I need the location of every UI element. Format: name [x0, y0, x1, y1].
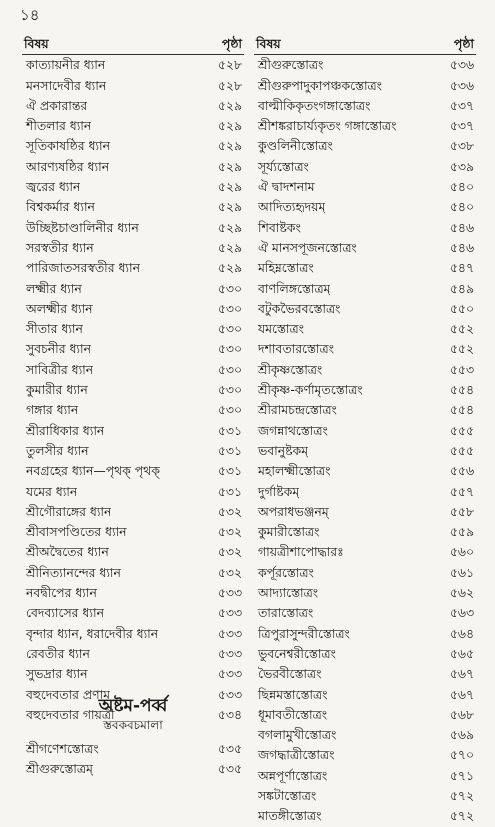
entry-title: গায়ত্রীশাপোদ্ধারঃ [258, 544, 344, 560]
entry-title: শ্রীগুরুস্তোত্রম্ [26, 761, 93, 777]
entry-title: শ্রীশঙ্করাচার্য্যকৃতং গঙ্গাস্তোত্রং [258, 118, 397, 134]
entry-page: ৫৫৫ [449, 422, 474, 438]
toc-entry [254, 482, 476, 502]
left-header [22, 34, 244, 55]
toc-entry [254, 685, 476, 705]
entry-title: বগলামুখীস্তোত্রং [258, 727, 337, 743]
entry-page: ৫৩০ [217, 280, 242, 296]
toc-entry [254, 55, 476, 75]
entry-title: শ্রীনিত্যানন্দের ধ্যান [26, 564, 121, 580]
toc-entry [254, 766, 476, 786]
entry-page: ৫৬২ [449, 585, 474, 601]
entry-page: ৫২৯ [217, 138, 242, 154]
entry-title: যমস্তোত্রং [258, 321, 304, 337]
entry-page: ৫৩০ [217, 382, 242, 398]
entry-title: বাল্মীকিকৃতংগঙ্গাস্তোত্রং [258, 97, 371, 113]
entry-page: ৫২৮ [217, 57, 242, 73]
entry-page: ৫২৯ [217, 199, 242, 215]
entry-page: ৫২৯ [217, 219, 242, 235]
entry-title: শিবাষ্টকং [258, 219, 301, 235]
entry-page: ৫২৯ [217, 239, 242, 255]
entry-page: ৫৬১ [449, 564, 474, 580]
entry-title: বৃন্দার ধ্যান, ধরাদেবীর ধ্যান [26, 625, 159, 641]
entry-title: জগদ্ধাত্রীস্তোত্রং [258, 747, 335, 763]
entry-page: ৫২৯ [217, 260, 242, 276]
entry-title: নবগ্রহের ধ্যান—পৃথক্ পৃথক্ [26, 463, 160, 479]
toc-entry [22, 482, 244, 502]
entry-title: কুণ্ডলিনীস্তোত্রং [258, 138, 333, 154]
toc-entry [22, 461, 244, 481]
entry-title: সুবচনীর ধ্যান [26, 341, 91, 357]
entry-title: ত্রিপুরাসুন্দরীস্তোত্রং [258, 625, 350, 641]
entry-title: দুর্গাষ্টকম্ [258, 483, 300, 499]
entry-page: ৫৩৬ [449, 57, 474, 73]
entry-page: ৫৭০ [449, 747, 474, 763]
entry-page: ৫৬৩ [449, 605, 474, 621]
entry-title: ধূমাবতীস্তোত্রং [258, 706, 328, 722]
entry-page: ৫৪৬ [449, 219, 474, 235]
entry-page: ৫৫২ [449, 321, 474, 337]
entry-page: ৫৫৩ [449, 361, 474, 377]
toc-entry [22, 644, 244, 664]
entry-page: ৫৩৩ [217, 605, 242, 621]
entry-page: ৫৩৩ [217, 625, 242, 641]
entry-title: শ্রীঅদ্বৈতের ধ্যান [26, 544, 109, 560]
entry-title: শ্রীরামচন্দ্রস্তোত্রং [258, 402, 337, 418]
toc-entry [22, 258, 244, 278]
toc-entry [254, 177, 476, 197]
toc-entry [254, 258, 476, 278]
entry-title: জগন্নাথস্তোত্রং [258, 422, 328, 438]
left-column [22, 34, 244, 725]
entry-title: সঙ্কটাস্তোত্রং [258, 787, 317, 803]
toc-entry [22, 624, 244, 644]
entry-page: ৫৩৩ [217, 645, 242, 661]
entry-title: রেবতীর ধ্যান [26, 645, 90, 661]
entry-page: ৫৪০ [449, 199, 474, 215]
entry-title: মহিম্নস্তোত্রং [258, 260, 314, 276]
entry-title: বিশ্বকর্মার ধ্যান [26, 199, 95, 215]
entry-page: ৫৫০ [449, 300, 474, 316]
toc-entry [22, 136, 244, 156]
entry-page: ৫৪৯ [449, 280, 474, 296]
entry-page: ৫৫৫ [449, 442, 474, 458]
toc-entry [254, 96, 476, 116]
entry-page: ৫৪৭ [449, 260, 474, 276]
entry-title: সূর্য্যস্তোত্রং [258, 158, 309, 174]
entry-page: ৫৬৫ [449, 645, 474, 661]
entry-title: কুমারীস্তোত্রং [258, 524, 320, 540]
entry-page: ৫৩০ [217, 300, 242, 316]
toc-entry [22, 177, 244, 197]
entry-page: ৫৬৮ [449, 706, 474, 722]
entry-page: ৫৩২ [217, 564, 242, 580]
section-subtitle: স্তবকবচমালা [103, 718, 163, 732]
toc-entry [22, 96, 244, 116]
entry-page: ৫৫৯ [449, 524, 474, 540]
entry-title: বেদব্যাসের ধ্যান [26, 605, 104, 621]
entry-title: মাতঙ্গীস্তোত্রং [258, 808, 322, 824]
toc-entry [254, 705, 476, 725]
entry-page: ৫৩১ [217, 463, 242, 479]
entry-title: ভৈরবীস্তোত্রং [258, 666, 322, 682]
entry-title: সূতিকাষষ্ঠির ধ্যান [26, 138, 111, 154]
toc-entry [22, 542, 244, 562]
entry-title: তুলসীর ধ্যান [26, 442, 89, 458]
entry-title: আদ্যাস্তোত্রং [258, 585, 319, 601]
entry-title: আদিত্যহৃদয়ম্ [258, 199, 326, 215]
toc-entry [22, 319, 244, 339]
toc-entry [254, 603, 476, 623]
entry-title: বহুদেবতার গায়ত্রী [26, 706, 115, 722]
toc-entry [254, 116, 476, 136]
entry-title: যমের ধ্যান [26, 483, 78, 499]
entry-page: ৫৩১ [217, 483, 242, 499]
toc-entry [22, 55, 244, 75]
toc-entry [254, 502, 476, 522]
page-number: ১৪ [20, 6, 40, 24]
toc-entry [254, 745, 476, 765]
entry-title: কাত্যায়নীর ধ্যান [26, 57, 106, 73]
entry-title: নবদ্বীপের ধ্যান [26, 585, 97, 601]
toc-entry [254, 664, 476, 684]
entry-title: সীতার ধ্যান [26, 321, 83, 337]
entry-page: ৫৩৮ [449, 138, 474, 154]
toc-entry [254, 197, 476, 217]
toc-entry [254, 725, 476, 745]
entry-page: ৫৩১ [217, 442, 242, 458]
entry-page: ৫৪০ [449, 179, 474, 195]
entry-title: শ্রীকৃষ্ণ-কর্ণামৃতস্তোত্রং [258, 382, 363, 398]
toc-entry [254, 380, 476, 400]
entry-page: ৫৩৭ [449, 118, 474, 134]
entry-title: অপরাধভঞ্জনম্ [258, 503, 329, 519]
entry-title: শ্রীগুরুস্তোত্রং [258, 57, 324, 73]
toc-entry [22, 116, 244, 136]
toc-entry [22, 502, 244, 522]
entry-title: ঐ মানসপূজনস্তোত্রং [258, 239, 357, 255]
entry-title: শ্রীগণেশস্তোত্রং [26, 741, 99, 756]
entry-page: ৫৬৭ [449, 686, 474, 702]
entry-title: গঙ্গার ধ্যান [26, 402, 79, 418]
entry-title: বটুকভৈরবস্তোত্রং [258, 300, 341, 316]
entry-title: ভুবনেশ্বরীস্তোত্রং [258, 645, 336, 661]
entry-title: বহুদেবতার প্রণাম [26, 686, 111, 702]
entry-page: ৫৩০ [217, 402, 242, 418]
entry-title: শ্রীগুরুপাদুকাপঞ্চকস্তোত্রং [258, 77, 382, 93]
entry-page: ৫৩১ [217, 422, 242, 438]
toc-entry [22, 76, 244, 96]
entry-page: ৫৩৪ [217, 706, 242, 722]
entry-page: ৫২৯ [217, 179, 242, 195]
entry-title: লক্ষ্মীর ধ্যান [26, 280, 82, 296]
entry-title: পারিজাতসরস্বতীর ধ্যান [26, 260, 141, 276]
toc-entry [22, 421, 244, 441]
toc-entry [22, 238, 244, 258]
toc-entry [254, 319, 476, 339]
toc-entry [22, 441, 244, 461]
entry-page: ৫৫৪ [449, 402, 474, 418]
toc-entry [22, 360, 244, 380]
entry-page: ৫৭১ [449, 767, 474, 783]
toc-entry [22, 279, 244, 299]
entry-title: বাণলিঙ্গস্তোত্রম্ [258, 280, 331, 296]
toc-entry [254, 299, 476, 319]
entry-page: ৫৩২ [217, 503, 242, 519]
toc-entry [22, 400, 244, 420]
entry-title: শীতলার ধ্যান [26, 118, 92, 134]
entry-page: ৫৬৭ [449, 666, 474, 682]
entry-page: ৫২৯ [217, 97, 242, 113]
entry-page: ৫৫৭ [449, 483, 474, 499]
toc-entry [254, 279, 476, 299]
entry-title: কর্পূরস্তোত্রং [258, 564, 314, 580]
toc-entry [254, 218, 476, 238]
entry-page: ৫২৯ [217, 158, 242, 174]
toc-entry [22, 583, 244, 603]
entry-page: ৫৩০ [217, 361, 242, 377]
entry-page: ৫৫২ [449, 341, 474, 357]
entry-page: ৫৭২ [449, 808, 474, 824]
entry-page: ৫৪৬ [449, 239, 474, 255]
toc-entry [22, 380, 244, 400]
toc-entry [254, 624, 476, 644]
entry-title: মহালক্ষ্মীস্তোত্রং [258, 463, 331, 479]
entry-page: ৫৭২ [449, 787, 474, 803]
subject-heading: বিষয় [256, 36, 281, 51]
entry-title: সাবিত্রীর ধ্যান [26, 361, 94, 377]
right-header [254, 34, 476, 55]
toc-entry [254, 441, 476, 461]
toc-entry [22, 339, 244, 359]
toc-entry [254, 360, 476, 380]
toc-entry [22, 299, 244, 319]
toc-entry [22, 759, 244, 779]
entry-title: আরণ্যষষ্ঠির ধ্যান [26, 158, 110, 174]
toc-entry [254, 238, 476, 258]
toc-entry [254, 583, 476, 603]
toc-entry [254, 400, 476, 420]
entry-page: ৫২৯ [217, 118, 242, 134]
toc-entry [22, 218, 244, 238]
entry-page: ৫৫৮ [449, 503, 474, 519]
toc-entry [254, 461, 476, 481]
entry-page: ৫৬০ [449, 544, 474, 560]
toc-entry [22, 664, 244, 684]
entry-title: শ্রীরাধিকার ধ্যান [26, 422, 105, 438]
toc-entry [22, 603, 244, 623]
toc-entry [254, 157, 476, 177]
section-entries [22, 739, 244, 780]
entry-title: দশাবতারস্তোত্রং [258, 341, 334, 357]
toc-entry [254, 786, 476, 806]
toc-entry [254, 421, 476, 441]
entry-title: সরস্বতীর ধ্যান [26, 239, 94, 255]
page-heading: পৃষ্ঠা [453, 36, 474, 51]
entry-title: উচ্ছিষ্টচাণ্ডালিনীর ধ্যান [26, 219, 139, 235]
toc-entry [254, 644, 476, 664]
entry-page: ৫৩৭ [449, 97, 474, 113]
entry-page: ৫৩৯ [449, 158, 474, 174]
entry-page: ৫৩৫ [217, 761, 242, 777]
subject-heading: বিষয় [24, 36, 49, 51]
entry-title: অন্নপূর্ণাস্তোত্রং [258, 767, 328, 783]
entry-page: ৫৩৩ [217, 585, 242, 601]
entry-title: ভবানুষ্টকম্ [258, 442, 309, 458]
entry-title: ছিন্নমস্তাস্তোত্রং [258, 686, 328, 702]
toc-entry [22, 739, 244, 759]
entry-title: শ্রীকৃষ্ণস্তোত্রং [258, 361, 323, 377]
entry-title: অলক্ষ্মীর ধ্যান [26, 300, 93, 316]
entry-page: ৫৩০ [217, 341, 242, 357]
toc-entry [254, 563, 476, 583]
toc-entry [22, 522, 244, 542]
toc-entry [254, 76, 476, 96]
entry-title: ঐ দ্বাদশনাম [258, 179, 315, 195]
toc-entry [254, 806, 476, 826]
entry-title: ঐ প্রকারান্তর [26, 97, 88, 113]
entry-page: ৫৬৯ [449, 727, 474, 743]
entry-page: ৫৫৬ [449, 463, 474, 479]
toc-entry [254, 136, 476, 156]
entry-page: ৫৩৬ [449, 77, 474, 93]
entry-page: ৫৩৩ [217, 686, 242, 702]
entry-page: ৫৩০ [217, 321, 242, 337]
toc-entry [254, 542, 476, 562]
entry-title: শ্রীগৌরাঙ্গের ধ্যান [26, 503, 112, 519]
toc-entry [22, 157, 244, 177]
entry-page: ৫৫৪ [449, 382, 474, 398]
right-column [254, 34, 476, 827]
entry-page: ৫৩২ [217, 544, 242, 560]
entry-page: ৫৬৪ [449, 625, 474, 641]
entry-title: জ্বরের ধ্যান [26, 179, 81, 195]
entry-page: ৫৩২ [217, 524, 242, 540]
toc-entry [254, 522, 476, 542]
entry-title: সুভদ্রার ধ্যান [26, 666, 88, 682]
entry-title: তারাস্তোত্রং [258, 605, 314, 621]
toc-entry [22, 563, 244, 583]
entry-page: ৫৩৫ [217, 741, 242, 756]
entry-page: ৫২৮ [217, 77, 242, 93]
entry-page: ৫৩৩ [217, 666, 242, 682]
entry-title: মনসাদেবীর ধ্যান [26, 77, 107, 93]
toc-entry [22, 197, 244, 217]
page-heading: পৃষ্ঠা [221, 36, 242, 51]
entry-title: কুমারীর ধ্যান [26, 382, 88, 398]
toc-entry [254, 339, 476, 359]
entry-title: শ্রীবাসপণ্ডিতের ধ্যান [26, 524, 127, 540]
section-title: অষ্টম-পর্ব্ব [98, 696, 168, 716]
